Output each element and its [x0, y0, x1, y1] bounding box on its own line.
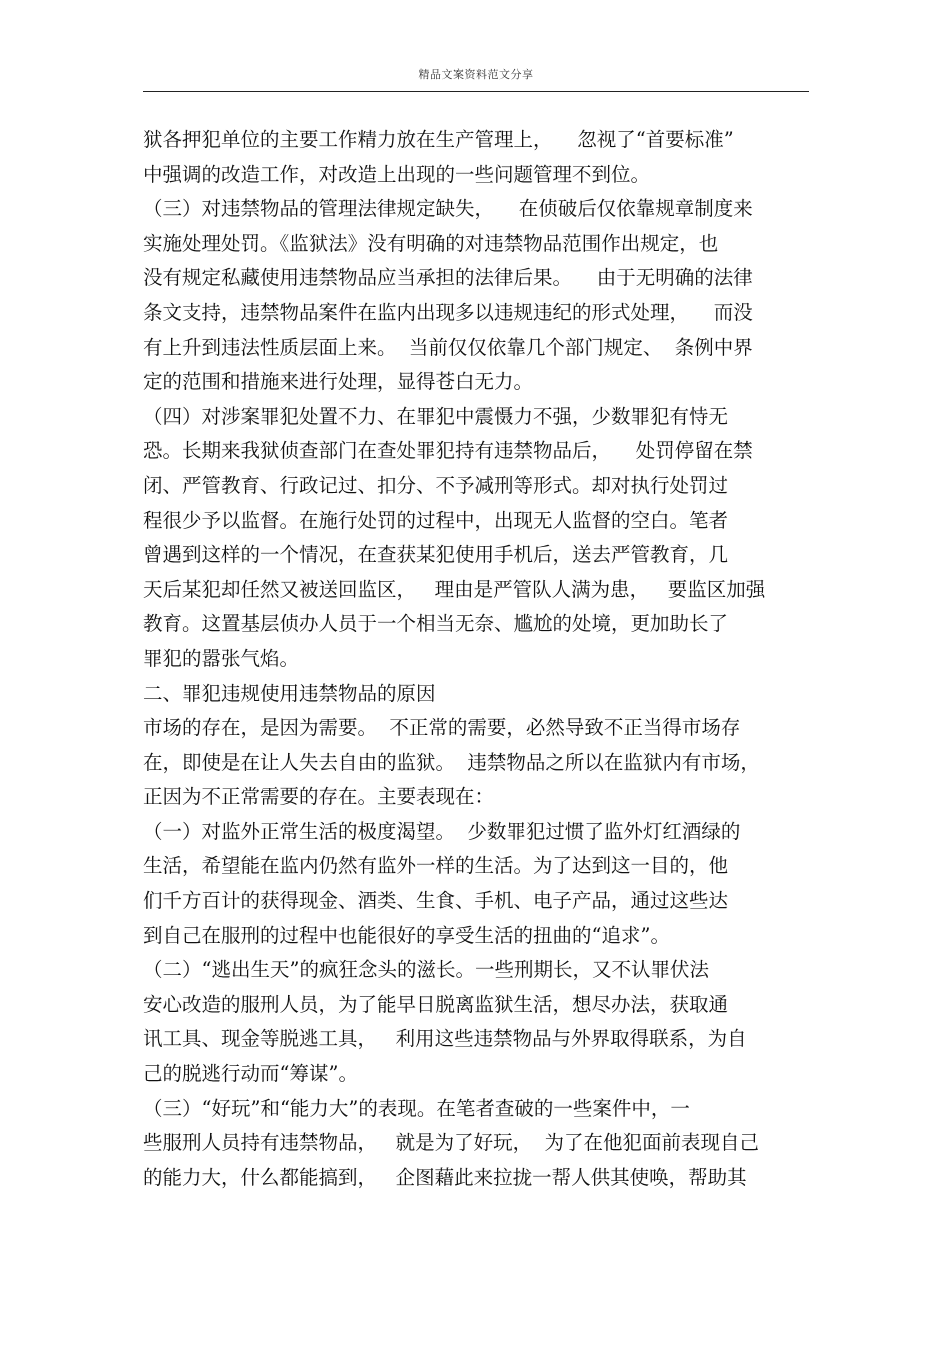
text-line: 在，即使是在让人失去自由的监狱。 违禁物品之所以在监狱内有市场， — [143, 750, 760, 774]
text-line: 讯工具、现金等脱逃工具， 利用这些违禁物品与外界取得联系，为自 — [143, 1027, 747, 1051]
text-line: 天后某犯却任然又被送回监区， 理由是严管队人满为患， 要监区加强 — [143, 577, 766, 601]
text-line: 教育。这置基层侦办人员于一个相当无奈、尴尬的处境，更加助长了 — [143, 612, 729, 636]
text-line: （一）对监外正常生活的极度渴望。 少数罪犯过惯了监外灯红酒绿的 — [143, 819, 741, 843]
text-line: 己的脱逃行动而“筹谋”。 — [143, 1062, 358, 1086]
text-line: 的能力大，什么都能搞到， 企图藉此来拉拢一帮人供其使唤，帮助其 — [143, 1165, 747, 1189]
text-line: 闭、严管教育、行政记过、扣分、不予减刑等形式。却对执行处罚过 — [143, 473, 729, 497]
page-header: 精品文案资料范文分享 — [418, 68, 534, 81]
text-line: 中强调的改造工作，对改造上出现的一些问题管理不到位。 — [143, 162, 651, 186]
text-line: 安心改造的服刑人员，为了能早日脱离监狱生活，想尽办法，获取通 — [143, 992, 729, 1016]
document-body — [143, 123, 815, 1195]
text-line: 些服刑人员持有违禁物品， 就是为了好玩， 为了在他犯面前表现自己 — [143, 1131, 759, 1155]
text-line: 有上升到违法性质层面上来。 当前仅仅依靠几个部门规定、 条例中界 — [143, 335, 753, 359]
text-line: 们千方百计的获得现金、酒类、生食、手机、电子产品，通过这些达 — [143, 889, 729, 913]
text-line: （三）对违禁物品的管理法律规定缺失， 在侦破后仅依靠规章制度来 — [143, 197, 753, 221]
text-line: 恐。长期来我狱侦查部门在查处罪犯持有违禁物品后， 处罚停留在禁 — [143, 439, 753, 463]
text-line: 实施处理处罚。《监狱法》没有明确的对违禁物品范围作出规定，也 — [143, 231, 719, 255]
text-line: 到自己在服刑的过程中也能很好的享受生活的扭曲的“追求”。 — [143, 923, 670, 947]
text-line: 曾遇到这样的一个情况，在查获某犯使用手机后，送去严管教育，几 — [143, 543, 729, 567]
section-heading: 二、罪犯违规使用违禁物品的原因 — [143, 681, 436, 705]
text-line: （二）“逃出生天”的疯狂念头的滋长。一些刑期长，又不认罪伏法 — [143, 958, 709, 982]
text-line: 正因为不正常需要的存在。主要表现在： — [143, 785, 495, 809]
text-line: 狱各押犯单位的主要工作精力放在生产管理上， 忽视了“首要标准” — [143, 128, 734, 151]
text-line: （四）对涉案罪犯处置不力、在罪犯中震慑力不强，少数罪犯有恃无 — [143, 404, 729, 428]
text-line: 程很少予以监督。在施行处罚的过程中，出现无人监督的空白。笔者 — [143, 508, 729, 532]
text-line: 市场的存在，是因为需要。 不正常的需要，必然导致不正当得市场存 — [143, 716, 741, 740]
text-line: 生活，希望能在监内仍然有监外一样的生活。为了达到这一目的，他 — [143, 854, 729, 878]
text-line: 条文支持，违禁物品案件在监内出现多以违规违纪的形式处理， 而没 — [143, 300, 753, 324]
text-line: （三）“好玩”和“能力大”的表现。在笔者查破的一些案件中，一 — [143, 1096, 690, 1120]
text-line: 罪犯的嚣张气焰。 — [143, 646, 300, 670]
header-divider — [143, 91, 809, 92]
text-line: 定的范围和措施来进行处理，显得苍白无力。 — [143, 370, 534, 394]
text-line: 没有规定私藏使用违禁物品应当承担的法律后果。 由于无明确的法律 — [143, 266, 753, 290]
